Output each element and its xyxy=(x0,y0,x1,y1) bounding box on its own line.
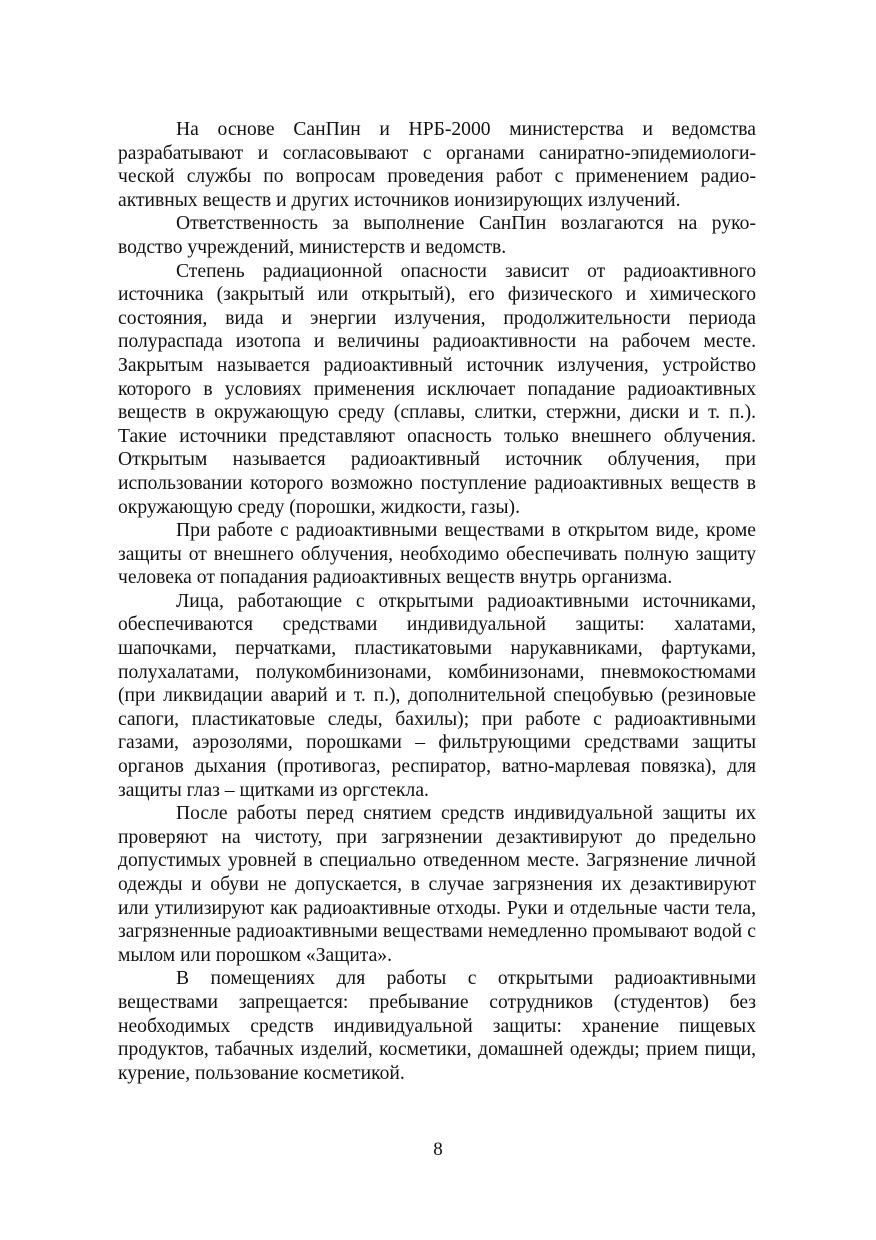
paragraph-radiation-hazard: Степень радиационной опасности зависит от радиоактивного источника (закрытый или открытый), его физического и химического состояния, вида и энергии излучения, продолжительности периода полураспада изотопа и величины радиоактивности на рабочем месте. Закрытым называется радиоактивный источник излучения, устройство которого в условиях применения исключает попадание радиоактивных веществ в окружающую среду (сплавы, слитки, стержни, диски и т. п.). Такие источники представляют опасность только внешнего облучения. Открытым называется радиоактивный источник облучения, при использовании которого возможно поступление радиоактивных веществ в окружающую среду (порошки, жидкости, газы). xyxy=(118,260,756,518)
paragraph-prohibitions: В помещениях для работы с открытыми радиоактивными веществами запрещается: пребывание сотрудников (студентов) без необходимых средств индивидуальной защиты: хранение пищевых продуктов, табачных изделий, косметики, домашней одежды; прием пищи, курение, пользование косметикой. xyxy=(118,968,756,1084)
paragraph-protective-equipment: Лица, работающие с открытыми радиоактивными источниками, обеспечиваются средствами индивидуальной защиты: халатами, шапочками, перчатками, пластикатовыми нарукавниками, фартуками, полухалатами, полукомбинизонами, комбинизонами, пневмокостюмами (при ликвидации аварий и т. п.), дополнительной спецобувью (резиновые сапоги, пластикатовые следы, бахилы); при работе с радиоактивными газами, аэрозолями, порошками – фильтрующими средствами защиты органов дыхания (противогаз, респиратор, ватно-марлевая повязка), для защиты глаз – щитками из оргстекла. xyxy=(118,590,756,801)
paragraph-sanpin-basis: На основе СанПин и НРБ-2000 министерства и ведомства разрабатывают и согласовывают с органами саниратно-эпидемиологической службы по вопросам проведения работ с применением радиоактивных веществ и других источников ионизирующих излучений. xyxy=(118,119,756,211)
page-number: 8 xyxy=(433,1139,443,1160)
paragraph-after-work: После работы перед снятием средств индивидуальной защиты их проверяют на чистоту, при загрязнении дезактивируют до предельно допустимых уровней в специально отведенном месте. Загрязнение личной одежды и обуви не допускается, в случае загрязнения их дезактивируют или утилизируют как радиоактивные отходы. Руки и отдельные части тела, загрязненные радиоактивными веществами немедленно промывают водой с мылом или порошком «Защита». xyxy=(118,803,756,966)
paragraph-responsibility: Ответственность за выполнение СанПин возлагаются на руководство учреждений, министерств и ведомств. xyxy=(118,213,756,258)
paragraph-open-form-work: При работе с радиоактивными веществами в открытом виде, кроме защиты от внешнего облучения, необходимо обеспечивать полную защиту человека от попадания радиоактивных веществ внутрь организма. xyxy=(118,520,756,589)
page-body xyxy=(118,118,756,1085)
